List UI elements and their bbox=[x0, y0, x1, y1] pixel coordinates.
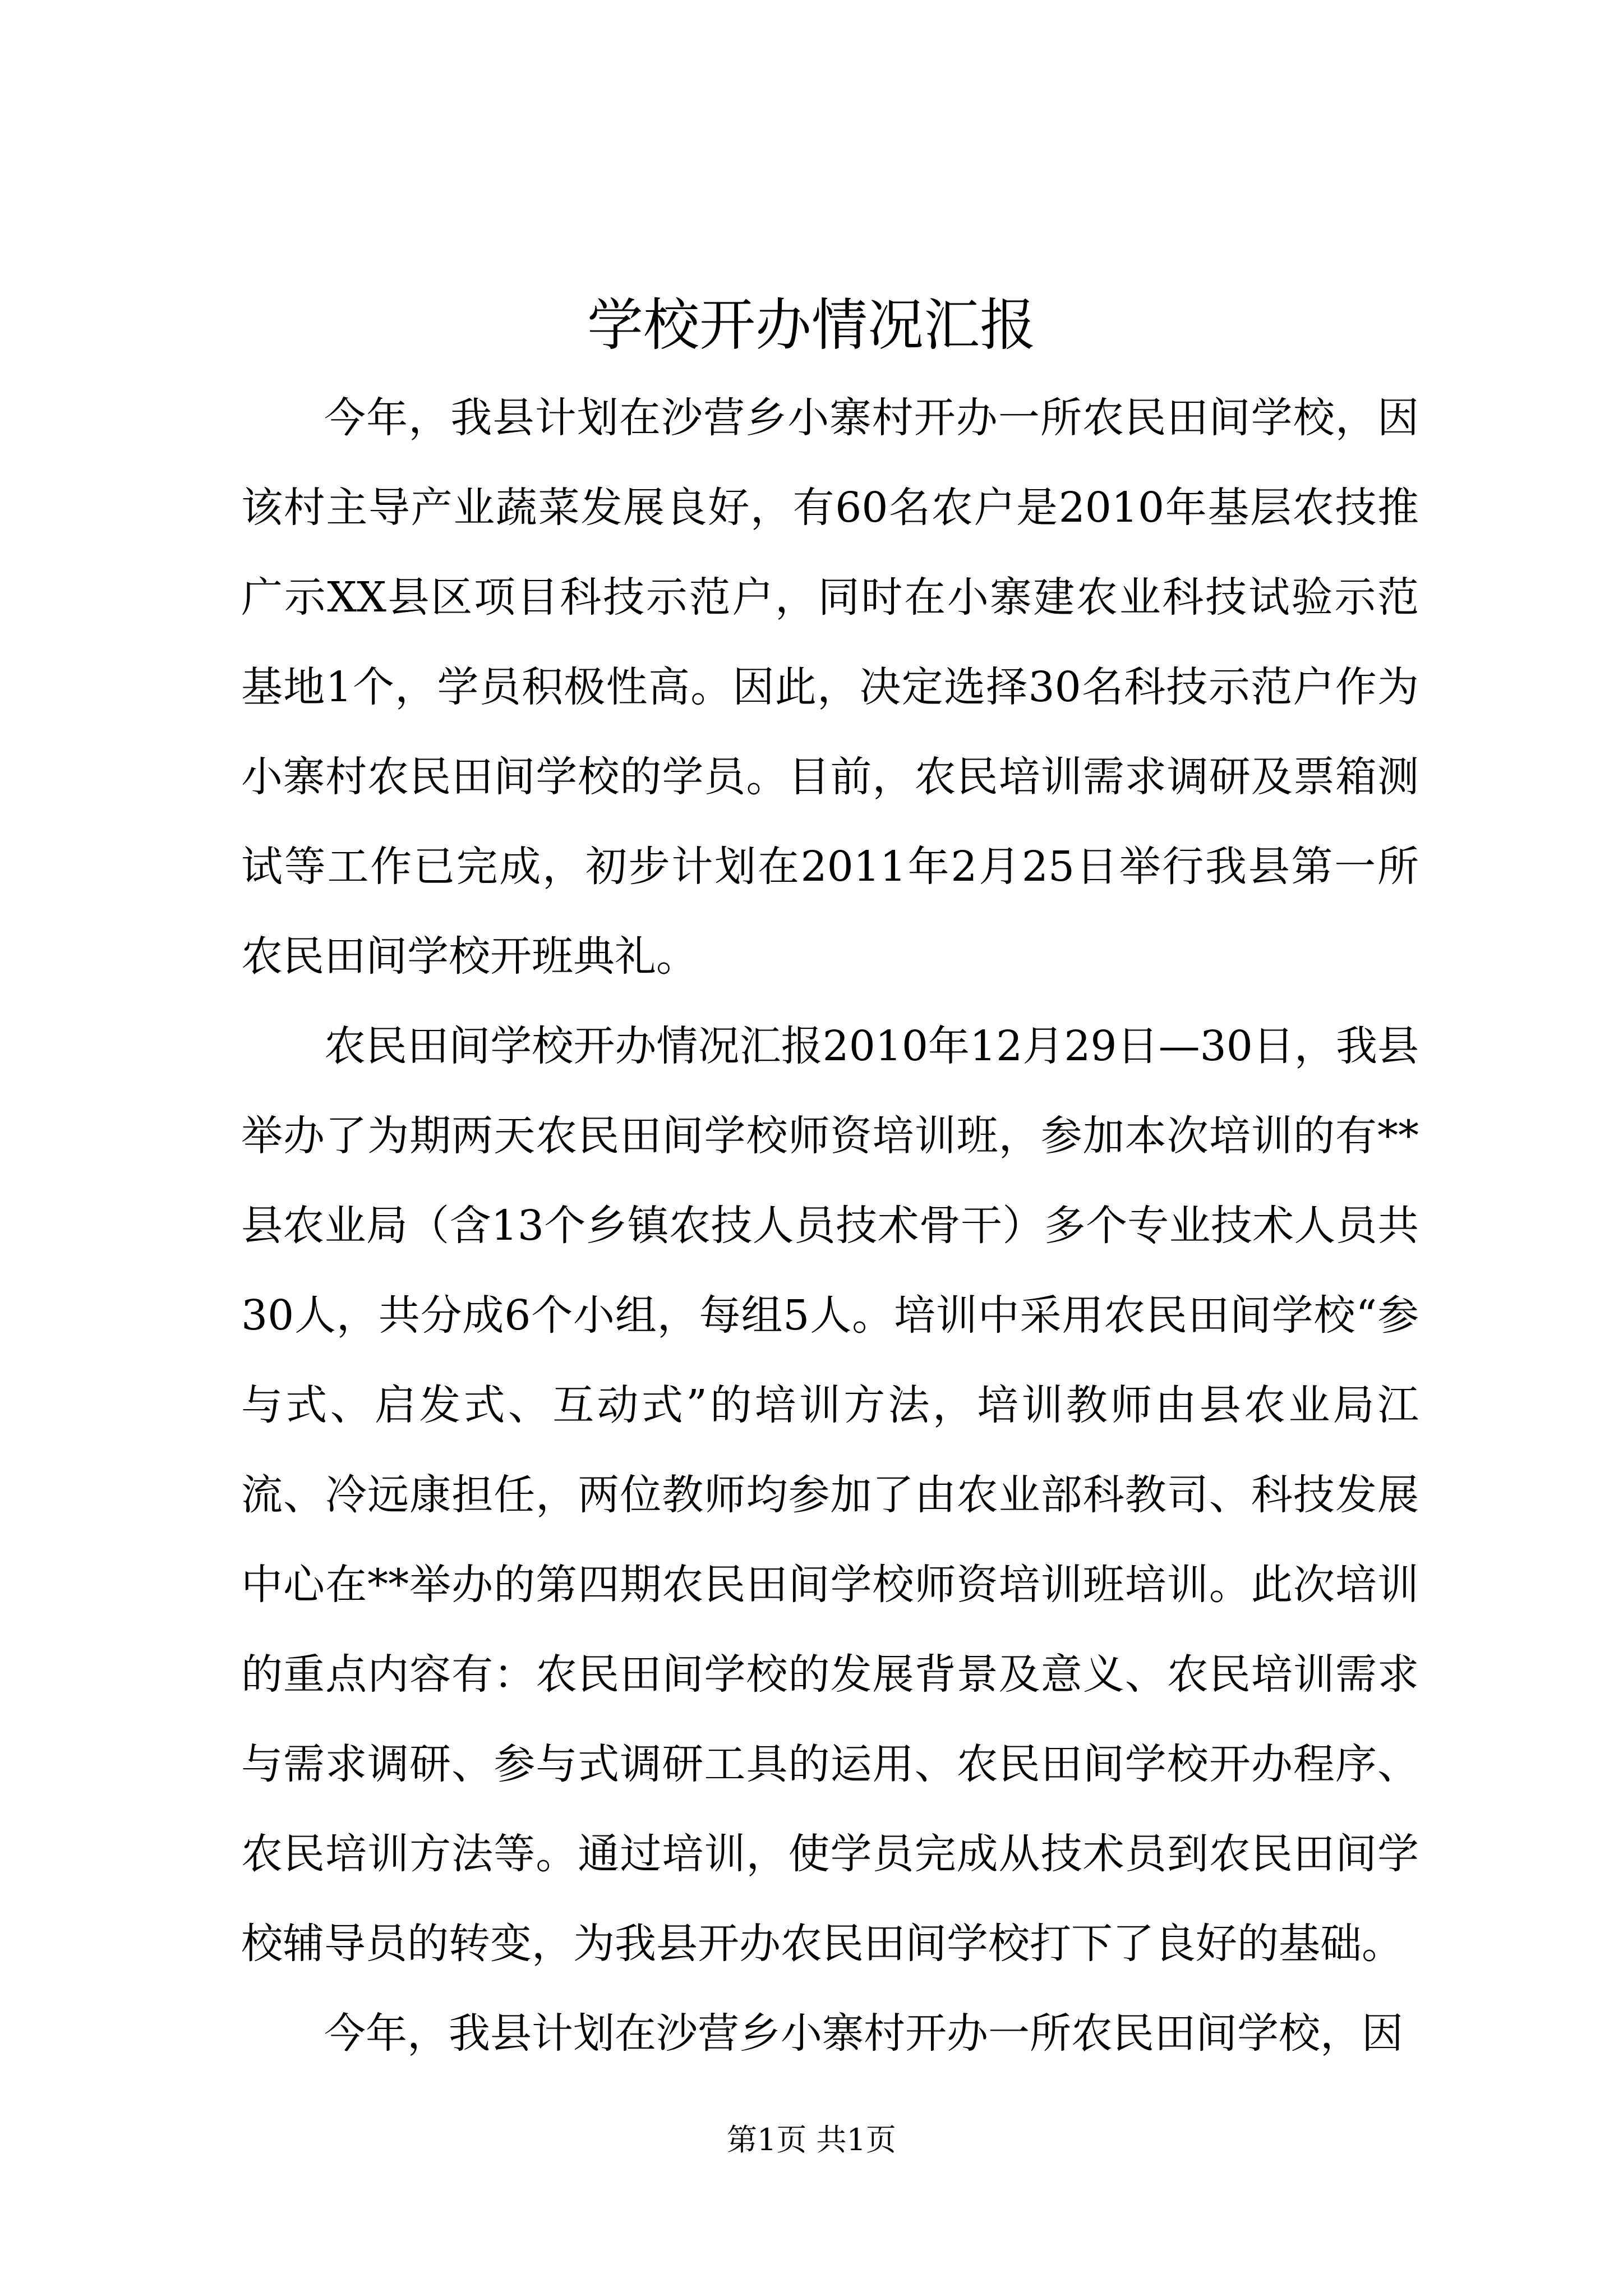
page-footer: 第1页 共1页 bbox=[727, 2122, 896, 2157]
paragraph: 今年，我县计划在沙营乡小寨村开办一所农民田间学校，因该村主导产业蔬菜发展良好，有60名农户是2010年基层农技推广示XX县区项目科技示范户，同时在小寨建农业科技试验示范基地1个，学员积极性高。因此，决定选择30名科技示范户作为小寨村农民田间学校的学员。目前，农民培训需求调研及票箱测试等工作已完成，初步计划在2011年2月25日举行我县第一所农民田间学校开班典礼。 bbox=[241, 394, 1419, 981]
paragraph: 农民田间学校开办情况汇报2010年12月29日—30日，我县举办了为期两天农民田间学校师资培训班，参加本次培训的有**县农业局（含13个乡镇农技人员技术骨干）多个专业技术人员共30人，共分成6个小组，每组5人。培训中采用农民田间学校“参与式、启发式、互动式”的培训方法，培训教师由县农业局江流、冷远康担任，两位教师均参加了由农业部科教司、科技发展中心在**举办的第四期农民田间学校师资培训班培训。此次培训的重点内容有：农民田间学校的发展背景及意义、农民培训需求与需求调研、参与式调研工具的运用、农民田间学校开办程序、农民培训方法等。通过培训，使学员完成从技术员到农民田间学校辅导员的转变，为我县开办农民田间学校打下了良好的基础。 bbox=[241, 1022, 1419, 1968]
paragraph: 今年，我县计划在沙营乡小寨村开办一所农民田间学校，因 bbox=[324, 2009, 1403, 2058]
document-body bbox=[241, 373, 1419, 2078]
document-title: 学校开办情况汇报 bbox=[587, 292, 1036, 358]
